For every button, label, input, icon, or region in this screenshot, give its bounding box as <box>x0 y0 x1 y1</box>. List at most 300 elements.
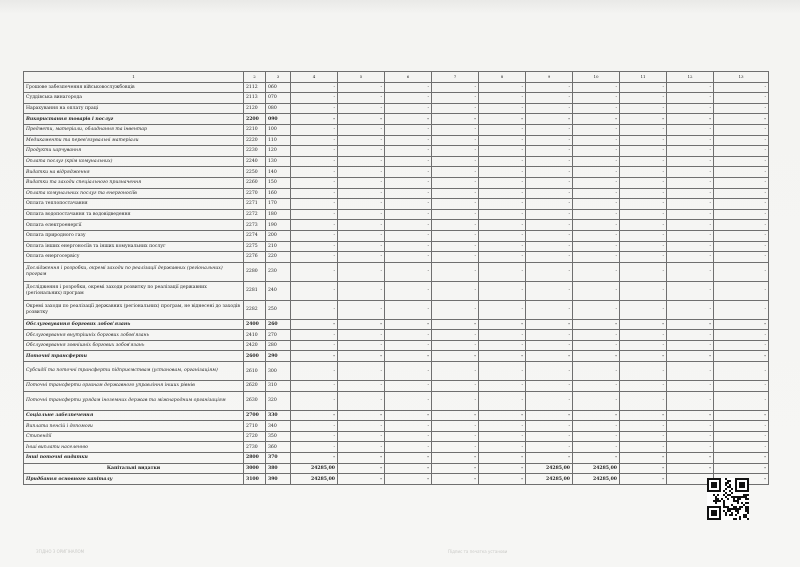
value-cell: - <box>338 431 385 442</box>
table-row <box>24 421 769 432</box>
table-row <box>24 177 769 188</box>
column-number-5: 5 <box>338 72 385 83</box>
value-cell: - <box>338 410 385 421</box>
kekv-code-cell: 2250 <box>244 167 266 178</box>
value-cell: 24285,00 <box>291 463 338 474</box>
value-cell: - <box>479 351 526 362</box>
value-cell: - <box>620 82 667 93</box>
column-number-10: 10 <box>573 72 620 83</box>
table-row <box>24 431 769 442</box>
value-cell: - <box>620 262 667 281</box>
value-cell: - <box>479 281 526 300</box>
line-code-cell: 170 <box>266 199 291 210</box>
value-cell: - <box>385 124 432 135</box>
kekv-code-cell: 2410 <box>244 330 266 341</box>
expenditure-name-cell: Оплата комунальних послуг та енергоносіїв <box>24 188 244 199</box>
value-cell: - <box>620 474 667 485</box>
footer-stamp-text: ЗГІДНО З ОРИГІНАЛОМ <box>36 549 85 554</box>
value-cell: - <box>432 93 479 104</box>
value-cell: - <box>714 124 769 135</box>
value-cell: - <box>338 146 385 157</box>
value-cell: - <box>479 114 526 125</box>
kekv-code-cell: 2272 <box>244 209 266 220</box>
table-row <box>24 300 769 319</box>
value-cell: - <box>620 319 667 330</box>
expenditure-name-cell: Виплата пенсій і допомоги <box>24 421 244 432</box>
value-cell: - <box>432 351 479 362</box>
value-cell: - <box>714 241 769 252</box>
value-cell: - <box>620 351 667 362</box>
value-cell: - <box>338 391 385 410</box>
table-row <box>24 220 769 231</box>
value-cell: - <box>291 340 338 351</box>
column-number-12: 12 <box>667 72 714 83</box>
value-cell: - <box>385 330 432 341</box>
value-cell: - <box>714 381 769 392</box>
table-row <box>24 188 769 199</box>
value-cell: - <box>620 281 667 300</box>
value-cell: - <box>291 381 338 392</box>
expenditure-name-cell: Поточні трансферти <box>24 351 244 362</box>
value-cell: - <box>714 135 769 146</box>
value-cell: - <box>620 93 667 104</box>
value-cell: - <box>385 431 432 442</box>
value-cell: - <box>291 319 338 330</box>
value-cell: - <box>385 340 432 351</box>
value-cell: - <box>667 241 714 252</box>
value-cell: - <box>432 442 479 453</box>
value-cell: - <box>385 474 432 485</box>
kekv-code-cell: 2700 <box>244 410 266 421</box>
value-cell: - <box>385 156 432 167</box>
value-cell: - <box>620 103 667 114</box>
value-cell: - <box>573 209 620 220</box>
value-cell: - <box>479 262 526 281</box>
value-cell: - <box>526 252 573 263</box>
value-cell: - <box>667 381 714 392</box>
value-cell: - <box>338 220 385 231</box>
table-row <box>24 93 769 104</box>
value-cell: - <box>432 209 479 220</box>
value-cell: - <box>667 319 714 330</box>
value-cell: - <box>338 262 385 281</box>
value-cell: - <box>338 252 385 263</box>
value-cell: - <box>385 199 432 210</box>
line-code-cell: 140 <box>266 167 291 178</box>
value-cell: - <box>526 453 573 464</box>
value-cell: - <box>714 281 769 300</box>
value-cell: - <box>620 114 667 125</box>
value-cell: - <box>338 199 385 210</box>
table-row <box>24 340 769 351</box>
expenditure-name-cell: Окремі заходи по реалізації державних (регіональних) програм, не віднесені до заходів розвитку <box>24 300 244 319</box>
kekv-code-cell: 3100 <box>244 474 266 485</box>
value-cell: - <box>526 124 573 135</box>
value-cell: - <box>620 220 667 231</box>
value-cell: - <box>667 262 714 281</box>
value-cell: - <box>479 156 526 167</box>
value-cell: - <box>479 241 526 252</box>
value-cell: - <box>291 230 338 241</box>
value-cell: - <box>432 463 479 474</box>
value-cell: - <box>385 230 432 241</box>
table-row <box>24 252 769 263</box>
expenditure-name-cell: Використання товарів і послуг <box>24 114 244 125</box>
value-cell: - <box>526 351 573 362</box>
value-cell: - <box>573 330 620 341</box>
value-cell: - <box>714 340 769 351</box>
value-cell: - <box>479 146 526 157</box>
expenditure-name-cell: Обслуговування зовнішніх боргових зобов'язань <box>24 340 244 351</box>
kekv-code-cell: 2281 <box>244 281 266 300</box>
value-cell: - <box>385 381 432 392</box>
value-cell: - <box>714 410 769 421</box>
value-cell: - <box>385 146 432 157</box>
value-cell: - <box>479 209 526 220</box>
value-cell: - <box>338 209 385 220</box>
value-cell: - <box>667 431 714 442</box>
value-cell: - <box>291 391 338 410</box>
value-cell: - <box>479 453 526 464</box>
column-number-4: 4 <box>291 72 338 83</box>
line-code-cell: 270 <box>266 330 291 341</box>
value-cell: - <box>432 230 479 241</box>
kekv-code-cell: 2274 <box>244 230 266 241</box>
value-cell: - <box>667 156 714 167</box>
budget-expenditure-table <box>23 71 769 485</box>
line-code-cell: 220 <box>266 252 291 263</box>
value-cell: - <box>432 381 479 392</box>
line-code-cell: 180 <box>266 209 291 220</box>
value-cell: 24285,00 <box>526 463 573 474</box>
value-cell: - <box>714 177 769 188</box>
value-cell: - <box>667 421 714 432</box>
expenditure-name-cell: Інші виплати населенню <box>24 442 244 453</box>
value-cell: - <box>385 421 432 432</box>
value-cell: - <box>385 391 432 410</box>
value-cell: - <box>291 281 338 300</box>
value-cell: - <box>667 114 714 125</box>
column-number-2: 2 <box>244 72 266 83</box>
value-cell: - <box>432 114 479 125</box>
value-cell: - <box>573 124 620 135</box>
line-code-cell: 060 <box>266 82 291 93</box>
kekv-code-cell: 2282 <box>244 300 266 319</box>
value-cell: - <box>526 93 573 104</box>
value-cell: - <box>526 135 573 146</box>
value-cell: - <box>573 300 620 319</box>
value-cell: - <box>526 230 573 241</box>
value-cell: - <box>291 351 338 362</box>
value-cell: - <box>620 381 667 392</box>
value-cell: - <box>573 103 620 114</box>
value-cell: - <box>291 410 338 421</box>
table-row <box>24 474 769 485</box>
value-cell: - <box>479 474 526 485</box>
kekv-code-cell: 2113 <box>244 93 266 104</box>
value-cell: - <box>573 431 620 442</box>
value-cell: - <box>573 177 620 188</box>
kekv-code-cell: 2273 <box>244 220 266 231</box>
value-cell: - <box>714 146 769 157</box>
value-cell: - <box>526 156 573 167</box>
value-cell: - <box>620 135 667 146</box>
kekv-code-cell: 2275 <box>244 241 266 252</box>
value-cell: - <box>526 241 573 252</box>
expenditure-name-cell: Обслуговування внутрішніх боргових зобов'язань <box>24 330 244 341</box>
table-row <box>24 442 769 453</box>
value-cell: - <box>526 209 573 220</box>
value-cell: - <box>714 442 769 453</box>
value-cell: - <box>479 230 526 241</box>
value-cell: - <box>526 442 573 453</box>
value-cell: - <box>667 230 714 241</box>
line-code-cell: 250 <box>266 300 291 319</box>
expenditure-name-cell: Видатки на відрядження <box>24 167 244 178</box>
value-cell: - <box>385 319 432 330</box>
table-row <box>24 199 769 210</box>
value-cell: - <box>432 103 479 114</box>
value-cell: - <box>573 351 620 362</box>
kekv-code-cell: 2230 <box>244 146 266 157</box>
value-cell: - <box>338 474 385 485</box>
kekv-code-cell: 2730 <box>244 442 266 453</box>
value-cell: - <box>667 124 714 135</box>
value-cell: - <box>573 381 620 392</box>
value-cell: - <box>291 103 338 114</box>
value-cell: - <box>667 410 714 421</box>
value-cell: - <box>338 177 385 188</box>
value-cell: - <box>667 252 714 263</box>
value-cell: - <box>432 281 479 300</box>
value-cell: - <box>620 241 667 252</box>
value-cell: - <box>714 252 769 263</box>
value-cell: - <box>432 262 479 281</box>
column-number-7: 7 <box>432 72 479 83</box>
kekv-code-cell: 2610 <box>244 362 266 381</box>
value-cell: - <box>714 262 769 281</box>
kekv-code-cell: 2270 <box>244 188 266 199</box>
table-row <box>24 114 769 125</box>
kekv-code-cell: 2120 <box>244 103 266 114</box>
value-cell: - <box>667 177 714 188</box>
value-cell: - <box>432 177 479 188</box>
value-cell: - <box>620 391 667 410</box>
value-cell: - <box>620 156 667 167</box>
value-cell: - <box>479 463 526 474</box>
value-cell: - <box>667 167 714 178</box>
value-cell: 24285,00 <box>291 474 338 485</box>
line-code-cell: 370 <box>266 453 291 464</box>
value-cell: - <box>338 241 385 252</box>
value-cell: - <box>526 410 573 421</box>
expenditure-name-cell: Обслуговування боргових зобов'язань <box>24 319 244 330</box>
table-row <box>24 381 769 392</box>
value-cell: - <box>714 300 769 319</box>
value-cell: - <box>338 167 385 178</box>
table-row <box>24 362 769 381</box>
value-cell: - <box>479 135 526 146</box>
kekv-code-cell: 2220 <box>244 135 266 146</box>
value-cell: - <box>667 340 714 351</box>
table-row <box>24 262 769 281</box>
value-cell: - <box>573 230 620 241</box>
value-cell: - <box>573 220 620 231</box>
table-row <box>24 351 769 362</box>
value-cell: - <box>714 421 769 432</box>
value-cell: - <box>385 410 432 421</box>
value-cell: - <box>479 340 526 351</box>
expenditure-name-cell: Дослідження і розробки, окремі заходи по реалізації державних (регіональних) програм <box>24 262 244 281</box>
value-cell: - <box>714 93 769 104</box>
value-cell: - <box>620 453 667 464</box>
value-cell: - <box>479 442 526 453</box>
qr-code <box>707 478 749 520</box>
value-cell: - <box>526 431 573 442</box>
value-cell: - <box>338 281 385 300</box>
table-row <box>24 330 769 341</box>
kekv-code-cell: 2280 <box>244 262 266 281</box>
value-cell: - <box>291 362 338 381</box>
value-cell: - <box>620 124 667 135</box>
kekv-code-cell: 2400 <box>244 319 266 330</box>
value-cell: - <box>620 167 667 178</box>
value-cell: - <box>620 340 667 351</box>
value-cell: - <box>432 188 479 199</box>
value-cell: - <box>385 103 432 114</box>
value-cell: - <box>714 362 769 381</box>
value-cell: - <box>714 319 769 330</box>
kekv-code-cell: 2260 <box>244 177 266 188</box>
line-code-cell: 260 <box>266 319 291 330</box>
expenditure-name-cell: Стипендії <box>24 431 244 442</box>
value-cell: - <box>526 199 573 210</box>
value-cell: - <box>479 220 526 231</box>
value-cell: - <box>291 300 338 319</box>
value-cell: - <box>338 230 385 241</box>
value-cell: - <box>479 362 526 381</box>
value-cell: - <box>385 209 432 220</box>
value-cell: - <box>573 167 620 178</box>
value-cell: - <box>385 300 432 319</box>
table-row <box>24 135 769 146</box>
table-row <box>24 410 769 421</box>
kekv-code-cell: 2420 <box>244 340 266 351</box>
kekv-code-cell: 2710 <box>244 421 266 432</box>
value-cell: - <box>714 330 769 341</box>
value-cell: - <box>573 82 620 93</box>
expenditure-name-cell: Грошове забезпечення військовослужбовців <box>24 82 244 93</box>
line-code-cell: 230 <box>266 262 291 281</box>
value-cell: - <box>526 421 573 432</box>
line-code-cell: 320 <box>266 391 291 410</box>
table-row <box>24 103 769 114</box>
line-code-cell: 280 <box>266 340 291 351</box>
value-cell: - <box>479 177 526 188</box>
value-cell: - <box>620 230 667 241</box>
value-cell: - <box>338 135 385 146</box>
value-cell: - <box>432 362 479 381</box>
value-cell: - <box>573 262 620 281</box>
line-code-cell: 090 <box>266 114 291 125</box>
value-cell: - <box>291 82 338 93</box>
column-number-13: 13 <box>714 72 769 83</box>
value-cell: - <box>667 351 714 362</box>
expenditure-name-cell: Оплата електроенергії <box>24 220 244 231</box>
line-code-cell: 160 <box>266 188 291 199</box>
value-cell: - <box>291 220 338 231</box>
expenditure-name-cell: Соціальне забезпечення <box>24 410 244 421</box>
value-cell: - <box>573 241 620 252</box>
value-cell: - <box>291 199 338 210</box>
expenditure-name-cell: Поточні трансферти урядам іноземних держав та міжнародним організаціям <box>24 391 244 410</box>
value-cell: - <box>526 281 573 300</box>
value-cell: - <box>291 177 338 188</box>
table-row <box>24 146 769 157</box>
value-cell: - <box>385 453 432 464</box>
expenditure-name-cell: Оплата послуг (крім комунальних) <box>24 156 244 167</box>
value-cell: - <box>432 453 479 464</box>
value-cell: - <box>714 230 769 241</box>
value-cell: - <box>385 177 432 188</box>
kekv-code-cell: 2240 <box>244 156 266 167</box>
value-cell: - <box>385 281 432 300</box>
value-cell: - <box>714 453 769 464</box>
value-cell: - <box>385 167 432 178</box>
table-row <box>24 230 769 241</box>
expenditure-name-cell: Предмети, матеріали, обладнання та інвентар <box>24 124 244 135</box>
value-cell: - <box>385 442 432 453</box>
expenditure-name-cell: Оплата теплопостачання <box>24 199 244 210</box>
value-cell: - <box>526 167 573 178</box>
value-cell: - <box>479 319 526 330</box>
value-cell: - <box>714 391 769 410</box>
value-cell: - <box>526 330 573 341</box>
value-cell: - <box>714 103 769 114</box>
value-cell: - <box>526 114 573 125</box>
value-cell: - <box>526 340 573 351</box>
value-cell: - <box>479 199 526 210</box>
value-cell: - <box>620 146 667 157</box>
value-cell: - <box>479 330 526 341</box>
value-cell: - <box>714 220 769 231</box>
footer-signature-text: Підпис та печатка установи <box>448 549 508 554</box>
value-cell: - <box>479 103 526 114</box>
table-row <box>24 463 769 474</box>
value-cell: - <box>385 82 432 93</box>
value-cell: - <box>479 431 526 442</box>
value-cell: - <box>667 453 714 464</box>
line-code-cell: 080 <box>266 103 291 114</box>
value-cell: - <box>573 93 620 104</box>
line-code-cell: 340 <box>266 421 291 432</box>
value-cell: - <box>432 391 479 410</box>
value-cell: - <box>479 252 526 263</box>
value-cell: - <box>714 188 769 199</box>
value-cell: - <box>479 188 526 199</box>
value-cell: - <box>432 241 479 252</box>
value-cell: - <box>573 362 620 381</box>
value-cell: - <box>620 209 667 220</box>
value-cell: - <box>338 453 385 464</box>
value-cell: - <box>338 442 385 453</box>
table-row <box>24 453 769 464</box>
value-cell: - <box>714 431 769 442</box>
value-cell: - <box>667 330 714 341</box>
value-cell: - <box>573 114 620 125</box>
value-cell: - <box>573 146 620 157</box>
value-cell: - <box>667 362 714 381</box>
